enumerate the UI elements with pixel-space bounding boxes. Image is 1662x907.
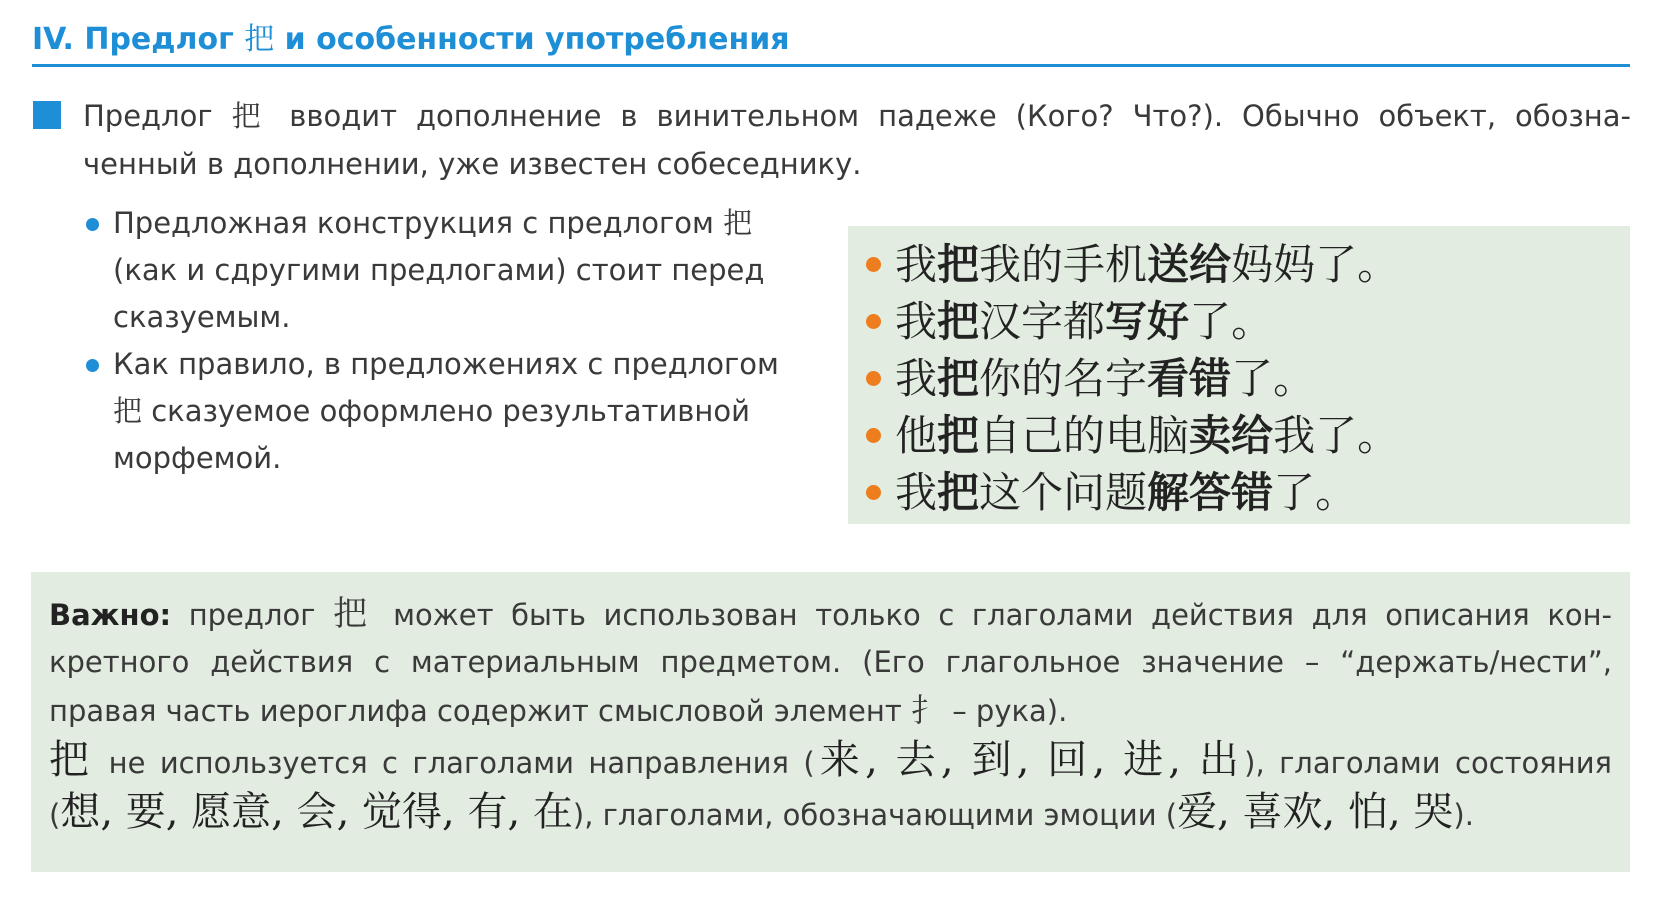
- note-line: кретного действия с материальным предметом. (Его глагольное значение – “держать/нести”,: [49, 645, 1612, 679]
- note-line: Важно: предлог 把 может быть использован только с глаголами действия для описания кон-: [49, 594, 1613, 634]
- orange-dot-icon: [866, 314, 881, 329]
- blue-dot-icon: [86, 218, 99, 231]
- note-line: правая часть иероглифа содержит смысловой элемент 扌 – рука).: [49, 691, 1068, 729]
- example-sentence: 我把汉字都写好了。: [866, 289, 1273, 349]
- example-sentence: 他把自己的电脑卖给我了。: [866, 403, 1399, 463]
- orange-dot-icon: [866, 257, 881, 272]
- intro-paragraph: Предлог 把 вводит дополнение в винительном падеже (Кого? Что?). Обычно объект, обозна- ченный в дополнении, уже известен собеседнику.: [83, 99, 1631, 181]
- important-note-box: [31, 572, 1630, 872]
- example-sentence: 我把我的手机送给妈妈了。: [866, 232, 1399, 292]
- example-sentence: 我把你的名字看错了。: [866, 346, 1315, 406]
- orange-dot-icon: [866, 485, 881, 500]
- example-sentence: 我把这个问题解答错了。: [866, 460, 1357, 520]
- note-line: (想, 要, 愿意, 会, 觉得, 有, 在), глаголами, обозначающими эмоции (爱, 喜欢, 怕, 哭).: [49, 789, 1474, 835]
- heading-divider: [32, 64, 1630, 67]
- orange-dot-icon: [866, 371, 881, 386]
- heading-hanzi: 把: [244, 22, 275, 57]
- note-line: 把 не используется с глаголами направления (来, 去, 到, 回, 进, 出), глаголами состояния: [49, 737, 1612, 783]
- blue-dot-icon: [86, 359, 99, 372]
- square-bullet-icon: [33, 101, 61, 129]
- intro-hanzi: 把: [231, 99, 271, 133]
- rules-list: [86, 200, 779, 482]
- note-label: Важно:: [49, 598, 172, 632]
- orange-dot-icon: [866, 428, 881, 443]
- rule-item: Предложная конструкция с предлогом 把 (как и сдругими предлогами) стоит перед сказуемым.: [86, 200, 776, 341]
- examples-panel: [848, 226, 1630, 524]
- rule-item: Как правило, в предложениях с предлогом 把 сказуемое оформлено результативной морфемой.: [86, 341, 776, 482]
- section-heading: IV. Предлог 把 и особенности употребления: [32, 22, 790, 57]
